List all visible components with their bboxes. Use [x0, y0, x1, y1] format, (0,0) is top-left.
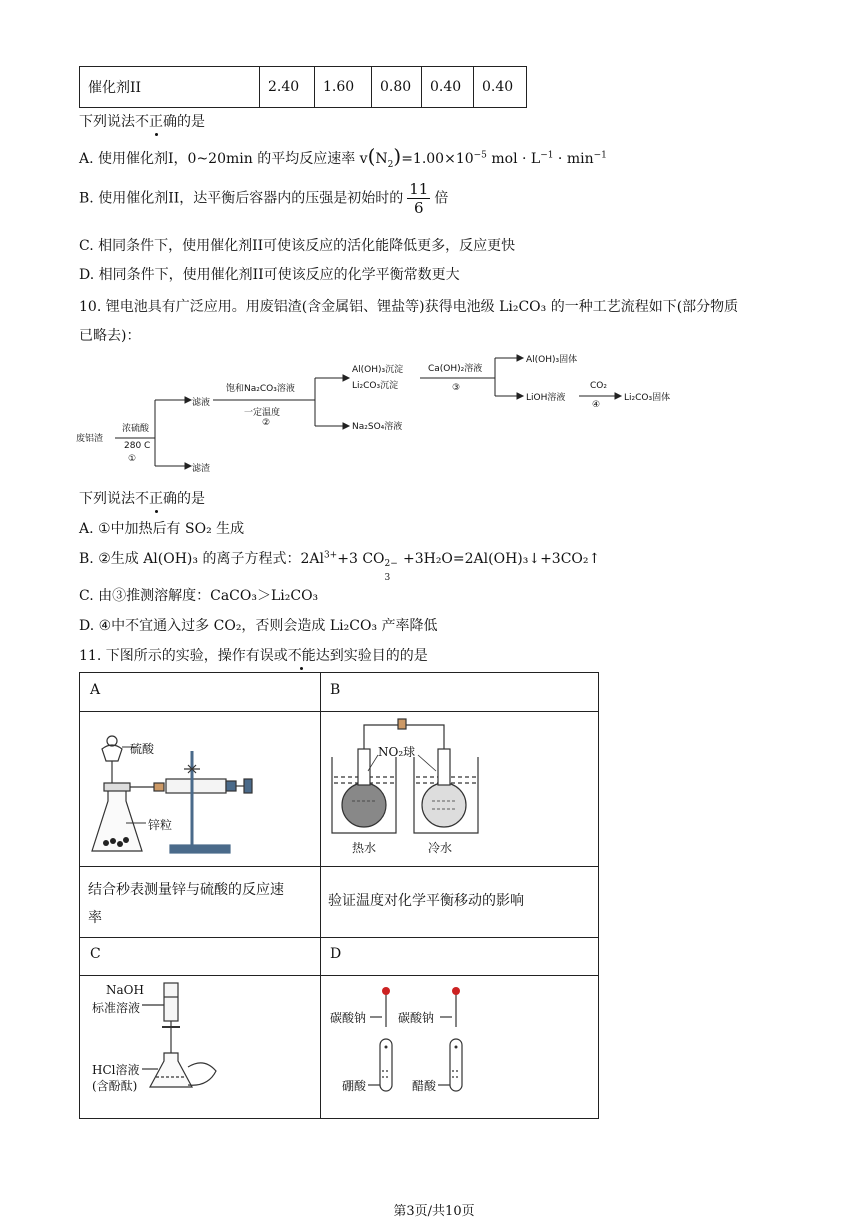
cell-c-figure	[80, 975, 321, 1118]
c-label-naoh: NaOH	[106, 983, 144, 997]
flow-prod2: Li₂CO₃沉淀	[352, 381, 399, 391]
flow-step4-top: CO₂	[590, 381, 607, 391]
cell-d-figure	[320, 975, 598, 1118]
apparatus-a-illustration	[80, 711, 320, 866]
b-desc: 验证温度对化学平衡移动的影响	[328, 893, 524, 909]
q10-option-c: C. 由③推测溶解度：CaCO₃＞Li₂CO₃	[79, 588, 319, 604]
cell-a-figure	[80, 711, 321, 867]
cell-b-desc	[320, 866, 598, 938]
q9-prompt: 下列说法不正确的是	[79, 111, 205, 131]
flow-step4-num: ④	[592, 400, 601, 410]
q10-stem-line2: 已略去)：	[79, 328, 141, 344]
q10-stem-line1: 10. 锂电池具有广泛应用。用废铝渣(含金属铝、锂盐等)获得电池级 Li₂CO₃ 的一种工艺流程如下(部分物质	[79, 299, 739, 315]
table-cell: 0.40	[474, 67, 527, 108]
a-desc-line1: 结合秒表测量锌与硫酸的反应速	[88, 882, 284, 898]
c-label-ind: (含酚酞)	[92, 1079, 138, 1093]
flow-prod5: LiOH溶液	[526, 393, 566, 403]
q9-option-c: C. 相同条件下，使用催化剂II可使该反应的活化能降低更多，反应更快	[79, 238, 516, 254]
a-desc-line2: 率	[88, 910, 102, 926]
flow-step1-num: ①	[128, 454, 137, 464]
flow-step3-num: ③	[452, 383, 461, 393]
c-label-std: 标准溶液	[92, 1001, 141, 1015]
flow-step1-bot: 280 C	[124, 441, 151, 451]
d-label-na1: 碳酸钠	[330, 1011, 367, 1025]
a-label-zinc: 锌粒	[148, 818, 173, 832]
d-label-na2: 碳酸钠	[398, 1011, 435, 1025]
flow-prod4: Al(OH)₃固体	[526, 355, 578, 365]
apparatus-d-illustration	[320, 975, 597, 1117]
q10-option-a: A. ①中加热后有 SO₂ 生成	[79, 521, 245, 537]
cell-c-head: C	[80, 937, 321, 976]
table-cell: 0.80	[372, 67, 422, 108]
table-cell: 1.60	[315, 67, 372, 108]
flow-step2-num: ②	[262, 418, 271, 428]
d-label-acid2: 醋酸	[412, 1079, 437, 1093]
q11-options-grid	[79, 672, 599, 1119]
q9-option-b: B. 使用催化剂II，达平衡后容器内的压强是初始时的 $\frac{11}{6}$ 倍	[79, 180, 449, 217]
flow-prod6: Li₂CO₃固体	[624, 393, 671, 403]
table-row-label: 催化剂II	[80, 67, 260, 108]
cell-d-head: D	[320, 937, 598, 976]
flow-filtrate: 滤液	[192, 398, 211, 408]
d-label-acid1: 硼酸	[342, 1079, 367, 1093]
page-footer: 第3页/共10页	[393, 1204, 475, 1219]
q10-option-b: B. ②生成 Al(OH)₃ 的离子方程式：$2Al^{3+}+3$ CO 2− 3 +3H₂O=2Al(OH)₃↓+3CO₂↑	[79, 550, 601, 583]
catalyst-table	[79, 66, 527, 108]
b-label-ball: NO₂球	[378, 745, 416, 759]
b-label-hot: 热水	[352, 841, 377, 855]
table-cell: 2.40	[260, 67, 315, 108]
b-label-cold: 冷水	[428, 841, 453, 855]
cell-a-desc	[80, 866, 321, 938]
flow-start: 废铝渣	[76, 434, 104, 444]
flow-step3-top: Ca(OH)₂溶液	[428, 364, 483, 374]
cell-b-head: B	[320, 673, 598, 712]
table-cell: 0.40	[422, 67, 474, 108]
flow-residue: 滤渣	[192, 464, 211, 474]
flow-step2-top: 饱和Na₂CO₃溶液	[226, 384, 295, 394]
cell-a-head: A	[80, 673, 321, 712]
q9-option-a: A. 使用催化剂I，0~20min 的平均反应速率 $v(N_2)=1.00\times 10^{-5}$ mol · $L^{-1} \cdot \min^{-1}$	[79, 144, 607, 170]
c-label-hcl: HCl溶液	[92, 1063, 140, 1077]
table-row	[80, 67, 527, 108]
fraction: $\frac{11}{6}$	[409, 180, 429, 217]
cell-b-figure	[320, 711, 598, 867]
flow-step1-top: 浓硫酸	[122, 424, 150, 434]
a-label-acid: 硫酸	[130, 742, 155, 756]
q11-stem: 11. 下图所示的实验，操作有误或不能达到实验目的的是	[79, 645, 428, 665]
q9-option-d: D. 相同条件下，使用催化剂II可使该反应的化学平衡常数更大	[79, 267, 460, 283]
q10-option-d: D. ④中不宜通入过多 CO₂，否则会造成 Li₂CO₃ 产率降低	[79, 618, 438, 634]
q10-prompt: 下列说法不正确的是	[79, 488, 205, 508]
flow-prod1: Al(OH)₃沉淀	[352, 365, 404, 375]
flow-prod3: Na₂SO₄溶液	[352, 422, 403, 432]
flow-step2-bot: 一定温度	[244, 408, 281, 418]
